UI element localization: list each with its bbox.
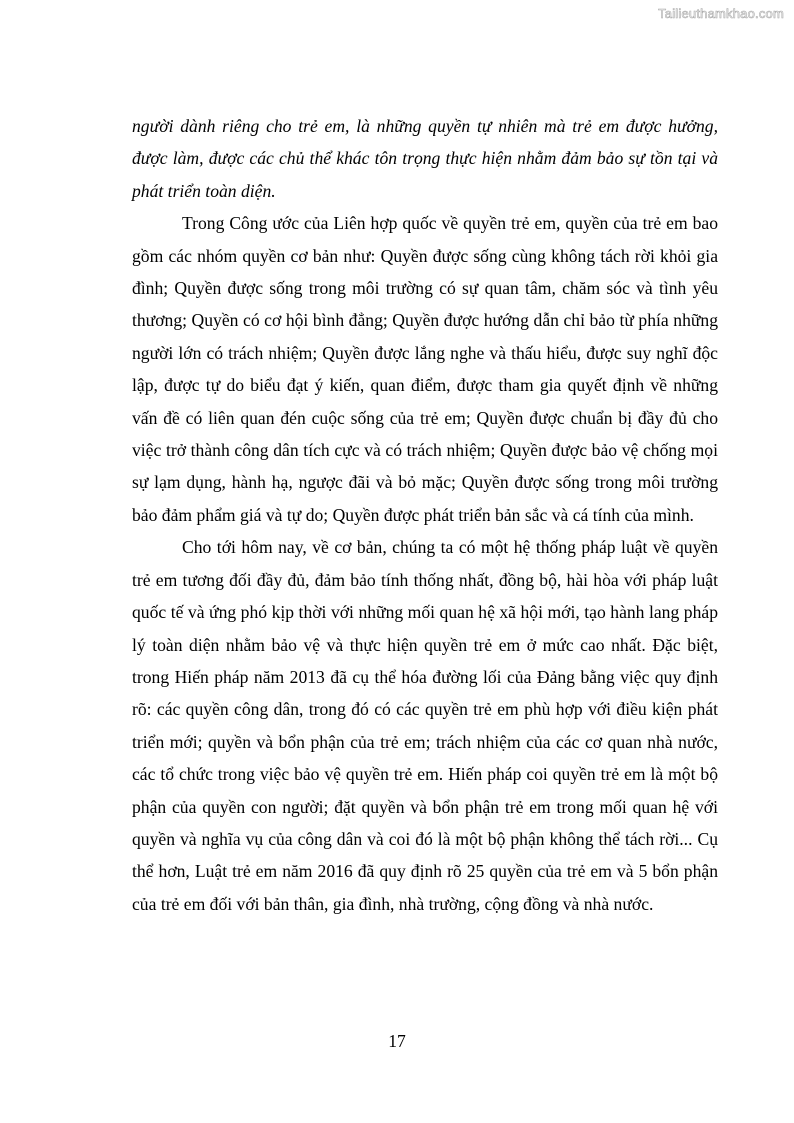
- paragraph-continuation: người dành riêng cho trẻ em, là những quyền tự nhiên mà trẻ em được hưởng, được làm, được các chủ thể khác tôn trọng thực hiện nhằm đảm bảo sự tồn tại và phát triển toàn diện.: [132, 116, 718, 201]
- document-body: [132, 110, 718, 920]
- paragraph-legal-system: Cho tới hôm nay, về cơ bản, chúng ta có một hệ thống pháp luật về quyền trẻ em tương đối đầy đủ, đảm bảo tính thống nhất, đồng bộ, hài hòa với pháp luật quốc tế và ứng phó kịp thời với những mối quan hệ xã hội mới, tạo hành lang pháp lý toàn diện nhằm bảo vệ và thực hiện quyền trẻ em ở mức cao nhất. Đặc biệt, trong Hiến pháp năm 2013 đã cụ thể hóa đường lối của Đảng bằng việc quy định rõ: các quyền công dân, trong đó có các quyền trẻ em phù hợp với điều kiện phát triển mới; quyền và bổn phận của trẻ em; trách nhiệm của các cơ quan nhà nước, các tổ chức trong việc bảo vệ quyền trẻ em. Hiến pháp coi quyền trẻ em là một bộ phận của quyền con người; đặt quyền và bổn phận trẻ em trong mối quan hệ với quyền và nghĩa vụ của công dân và coi đó là một bộ phận không thể tách rời... Cụ thể hơn, Luật trẻ em năm 2016 đã quy định rõ 25 quyền của trẻ em và 5 bổn phận của trẻ em đối với bản thân, gia đình, nhà trường, cộng đồng và nhà nước.: [132, 537, 718, 914]
- paragraph-convention-rights: Trong Công ước của Liên hợp quốc về quyền trẻ em, quyền của trẻ em bao gồm các nhóm quyền cơ bản như: Quyền được sống cùng không tách rời khỏi gia đình; Quyền được sống trong môi trường có sự quan tâm, chăm sóc và tình yêu thương; Quyền có cơ hội bình đẳng; Quyền được hướng dẫn chỉ bảo từ phía những người lớn có trách nhiệm; Quyền được lắng nghe và thấu hiểu, được suy nghĩ độc lập, được tự do biểu đạt ý kiến, quan điểm, được tham gia quyết định về những vấn đề có liên quan đén cuộc sống của trẻ em; Quyền được chuẩn bị đầy đủ cho việc trở thành công dân tích cực và có trách nhiệm; Quyền được bảo vệ chống mọi sự lạm dụng, hành hạ, ngược đãi và bỏ mặc; Quyền được sống trong môi trường bảo đảm phẩm giá và tự do; Quyền được phát triển bản sắc và cá tính của mình.: [132, 213, 718, 525]
- watermark-text: Tailieuthamkhao.com: [658, 6, 784, 21]
- page-number: 17: [388, 1031, 406, 1051]
